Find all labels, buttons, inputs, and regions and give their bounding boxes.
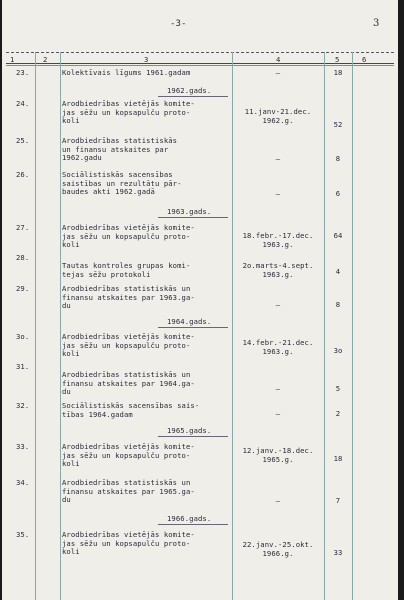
row-count: 18 bbox=[333, 68, 343, 77]
row-number: 24. bbox=[16, 99, 30, 108]
col-divider-5 bbox=[352, 52, 353, 600]
archive-page bbox=[2, 0, 398, 600]
table-top-rule bbox=[6, 52, 394, 53]
col-header-6: 6 bbox=[362, 55, 367, 64]
row-dates: 22.janv.-25.okt. 1966.g. bbox=[242, 540, 314, 558]
row-dates: — bbox=[275, 154, 281, 163]
row-count: 33 bbox=[333, 548, 343, 557]
row-number: 23. bbox=[16, 68, 30, 77]
row-number: 33. bbox=[16, 442, 30, 451]
year-underline bbox=[158, 327, 228, 328]
row-number: 29. bbox=[16, 284, 30, 293]
row-dates: 14.febr.-21.dec. 1963.g. bbox=[242, 338, 314, 356]
col-header-2: 2 bbox=[43, 55, 48, 64]
row-count: 52 bbox=[333, 120, 343, 129]
row-count: 3o bbox=[333, 346, 343, 355]
row-count: 2 bbox=[335, 409, 341, 418]
row-description: Sociālistiskās sacensības sais- tības 1964.gadam bbox=[62, 401, 200, 419]
year-underline bbox=[158, 436, 228, 437]
row-number: 31. bbox=[16, 362, 30, 371]
row-description: Arodbiedrības statistiskās un finansu atskaites par 1962.gadu bbox=[62, 136, 178, 163]
row-description: Arodbiedrības vietējās komite- jas sēžu un kopsapulču proto- koli bbox=[62, 442, 195, 469]
row-description: Arodbiedrības vietējās komite- jas sēžu un kopsapulču proto- koli bbox=[62, 223, 195, 250]
year-underline bbox=[158, 96, 228, 97]
row-description: Sociālistiskās sacensības saistības un rezultātu pār- baudes akti 1962.gadā bbox=[62, 170, 182, 197]
row-dates: — bbox=[275, 189, 281, 198]
year-underline bbox=[158, 524, 228, 525]
col-header-3: 3 bbox=[144, 55, 149, 64]
corner-handwritten-mark: 3 bbox=[373, 18, 380, 29]
row-number: 25. bbox=[16, 136, 30, 145]
row-count: 18 bbox=[333, 454, 343, 463]
col-divider-2 bbox=[60, 52, 61, 600]
row-number: 3o. bbox=[16, 332, 30, 341]
row-number: 27. bbox=[16, 223, 30, 232]
row-number: 28. bbox=[16, 253, 30, 262]
row-dates: 11.janv-21.dec. 1962.g. bbox=[244, 107, 312, 125]
row-description: Kolektīvais līgums 1961.gadam bbox=[62, 68, 191, 77]
page-number-mark: -3- bbox=[170, 19, 187, 29]
row-dates: — bbox=[275, 384, 281, 393]
row-description: Arodbiedrības vietējās komite- jas sēžu un kopsapulču proto- koli bbox=[62, 99, 195, 126]
col-divider-3 bbox=[232, 52, 233, 600]
row-dates: — bbox=[275, 409, 281, 418]
table-header-rule-2 bbox=[6, 65, 394, 66]
row-count: 8 bbox=[335, 154, 341, 163]
row-count: 6 bbox=[335, 189, 341, 198]
year-heading: 1964.gads. bbox=[167, 317, 212, 326]
row-number: 32. bbox=[16, 401, 30, 410]
col-header-4: 4 bbox=[276, 55, 281, 64]
row-dates: 12.janv.-18.dec. 1965.g. bbox=[242, 446, 314, 464]
col-header-5: 5 bbox=[335, 55, 340, 64]
year-underline bbox=[158, 217, 228, 218]
row-number: 34. bbox=[16, 478, 30, 487]
row-count: 64 bbox=[333, 231, 343, 240]
year-heading: 1966.gads. bbox=[167, 514, 212, 523]
row-count: 7 bbox=[335, 496, 341, 505]
row-description: Arodbiedrības statistiskās un finansu atskaites par 1964.ga- du bbox=[62, 370, 195, 397]
row-description: Tautas kontroles grupas komi- tejas sēžu protokoli bbox=[62, 261, 191, 279]
year-heading: 1962.gads. bbox=[167, 86, 212, 95]
row-description: Arodbiedrības vietējās komite- jas sēžu un kopsapulču proto- koli bbox=[62, 332, 195, 359]
row-dates: — bbox=[275, 496, 281, 505]
col-divider-1 bbox=[35, 52, 36, 600]
row-dates: — bbox=[275, 68, 281, 77]
row-count: 5 bbox=[335, 384, 341, 393]
row-number: 26. bbox=[16, 170, 30, 179]
row-number: 35. bbox=[16, 530, 30, 539]
row-count: 4 bbox=[335, 267, 341, 276]
row-count: 8 bbox=[335, 300, 341, 309]
row-description: Arodbiedrības vietējās komite- jas sēžu un kopsapulču proto- koli bbox=[62, 530, 195, 557]
row-dates: — bbox=[275, 300, 281, 309]
row-description: Arodbiedrības statistiskās un finansu atskaites par 1965.ga- du bbox=[62, 478, 195, 505]
col-divider-4 bbox=[324, 52, 325, 600]
year-heading: 1965.gads. bbox=[167, 426, 212, 435]
row-dates: 18.febr.-17.dec. 1963.g. bbox=[242, 231, 314, 249]
row-description: Arodbiedrības statistiskās un finansu atskaites par 1963.ga- du bbox=[62, 284, 195, 311]
year-heading: 1963.gads. bbox=[167, 207, 212, 216]
row-dates: 2o.marts-4.sept. 1963.g. bbox=[242, 261, 314, 279]
col-header-1: 1 bbox=[10, 55, 15, 64]
